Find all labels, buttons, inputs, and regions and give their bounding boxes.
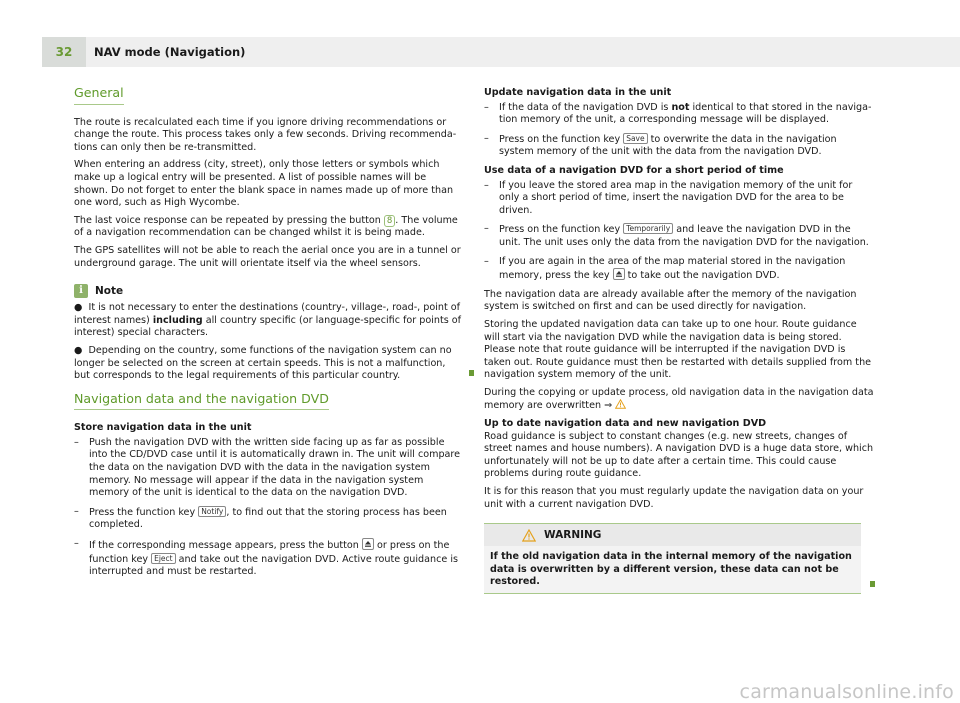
note-label: Note: [95, 284, 124, 297]
note-bullet: ● It is not necessary to enter the destinations (country-, village-, road-, point of interest names) including all country specific (or language-specific for points of interest) special characters.: [74, 302, 462, 339]
subheading: Up to date navigation data and new navigation DVD: [484, 418, 767, 430]
list-item: – Push the navigation DVD with the written side facing up as far as possible into the CD/DVD case until it is automatically drawn in. The unit will compare the data on the navigation DVD with the data in the navigation system memory. No message will appear if the data in the navigation system memory of the unit is identical to the data on the navigation DVD.: [74, 436, 461, 499]
paragraph: When entering an address (city, street), only those letters or symbols which make up a logical entry will be presented. A list of possible names will be shown. Do not forget to enter the blank space in names made up of more than one word, such as High Wycombe.: [74, 159, 454, 209]
warning-icon: [615, 399, 626, 409]
list-item: – If you leave the stored area map in the navigation memory of the unit for only a short period of time, insert the navigation DVD for the area to be driven.: [484, 179, 853, 216]
list-item: – If the data of the navigation DVD is not identical to that stored in the navigation memory of the unit, a corresponding message will be displayed.: [484, 101, 872, 126]
notify-key: Notify: [198, 506, 226, 517]
paragraph: The last voice response can be repeated by pressing the button 8 . The volume of a navigation recommendation can be changed whilst it is being made.: [74, 214, 458, 239]
page-number: 32: [42, 37, 86, 67]
eject-icon: [362, 538, 374, 550]
paragraph: Storing the updated navigation data can take up to one hour. Route guidance will start via the navigation DVD while the navigation data is being stored. Please note that route guidance will be interrupted if the navigation DVD is taken out. Route guidance must then be restarted with details supplied from the navigation system memory of the unit.: [484, 318, 872, 381]
warning-icon: [522, 529, 536, 542]
info-icon: i: [74, 284, 88, 298]
warning-header: [484, 524, 861, 546]
paragraph: It is for this reason that you must regularly update the navigation data on your unit with a current navigation DVD.: [484, 486, 864, 510]
list-item: – Press on the function key Save to overwrite the data in the navigation system memory of the unit with the data from the navigation DVD.: [484, 132, 837, 158]
subheading: Store navigation data in the unit: [74, 422, 252, 434]
note-header: [74, 284, 462, 298]
left-column: [74, 87, 462, 585]
paragraph: The GPS satellites will not be able to reach the aerial once you are in a tunnel or underground garage. The unit will orientate itself via the wheel sensors.: [74, 244, 461, 269]
right-column: [484, 87, 874, 594]
paragraph: During the copying or update process, old navigation data in the navigation data memory are overwritten ⇒: [484, 386, 874, 412]
warning-text: If the old navigation data in the internal memory of the navigation data is overwritten by a different version, these data can not be restored.: [484, 546, 861, 593]
eject-key: Eject: [151, 553, 176, 564]
section-title-navigation-data: Navigation data and the navigation DVD: [74, 393, 329, 411]
list-item: – If the corresponding message appears, press the button or press on the function key Eject and take out the navigation DVD. Active route guidance is interrupted and must be restarted.: [74, 538, 458, 578]
list-item: – Press on the function key Temporarily and leave the navigation DVD in the unit. The unit uses only the data from the navigation DVD for the navigation.: [484, 223, 869, 248]
list-item: – Press the function key Notify , to find out that the storing process has been completed.: [74, 505, 447, 531]
paragraph: Road guidance is subject to constant changes (e.g. new streets, changes of street names and house numbers). A navigation DVD is a huge data store, which unfortunately will not be up to date after a certain time. This could cause problems during route guidance.: [484, 430, 874, 480]
section-end-marker: [469, 370, 474, 376]
paragraph: The route is recalculated each time if you ignore driving recommendations or change the route. This process takes only a few seconds. Driving recommendations can only then be re-transmitted.: [74, 116, 457, 153]
temporarily-key: Temporarily: [623, 223, 673, 234]
warning-box: [484, 523, 861, 594]
eject-icon: [613, 268, 625, 280]
subheading: Update navigation data in the unit: [484, 87, 672, 98]
note-bullet: ● Depending on the country, some functions of the navigation system can no longer be selected on the screen at certain speeds. This is not a malfunction, but corresponds to the legal requirements of this particular country.: [74, 345, 462, 383]
subheading: Use data of a navigation DVD for a short period of time: [484, 164, 784, 176]
button-8-glyph: 8: [384, 215, 395, 227]
section-end-marker: [870, 581, 875, 587]
paragraph: The navigation data are already available after the memory of the navigation system is switched on first and can be used directly for navigation.: [484, 288, 857, 313]
chapter-title: NAV mode (Navigation): [94, 45, 246, 59]
save-key: Save: [623, 133, 647, 144]
list-item: – If you are again in the area of the map material stored in the navigation memory, press the key to take out the navigation DVD.: [484, 255, 846, 282]
section-title-general: General: [74, 87, 124, 105]
warning-label: WARNING: [544, 528, 602, 541]
watermark: carmanualsonline.info: [739, 681, 954, 703]
